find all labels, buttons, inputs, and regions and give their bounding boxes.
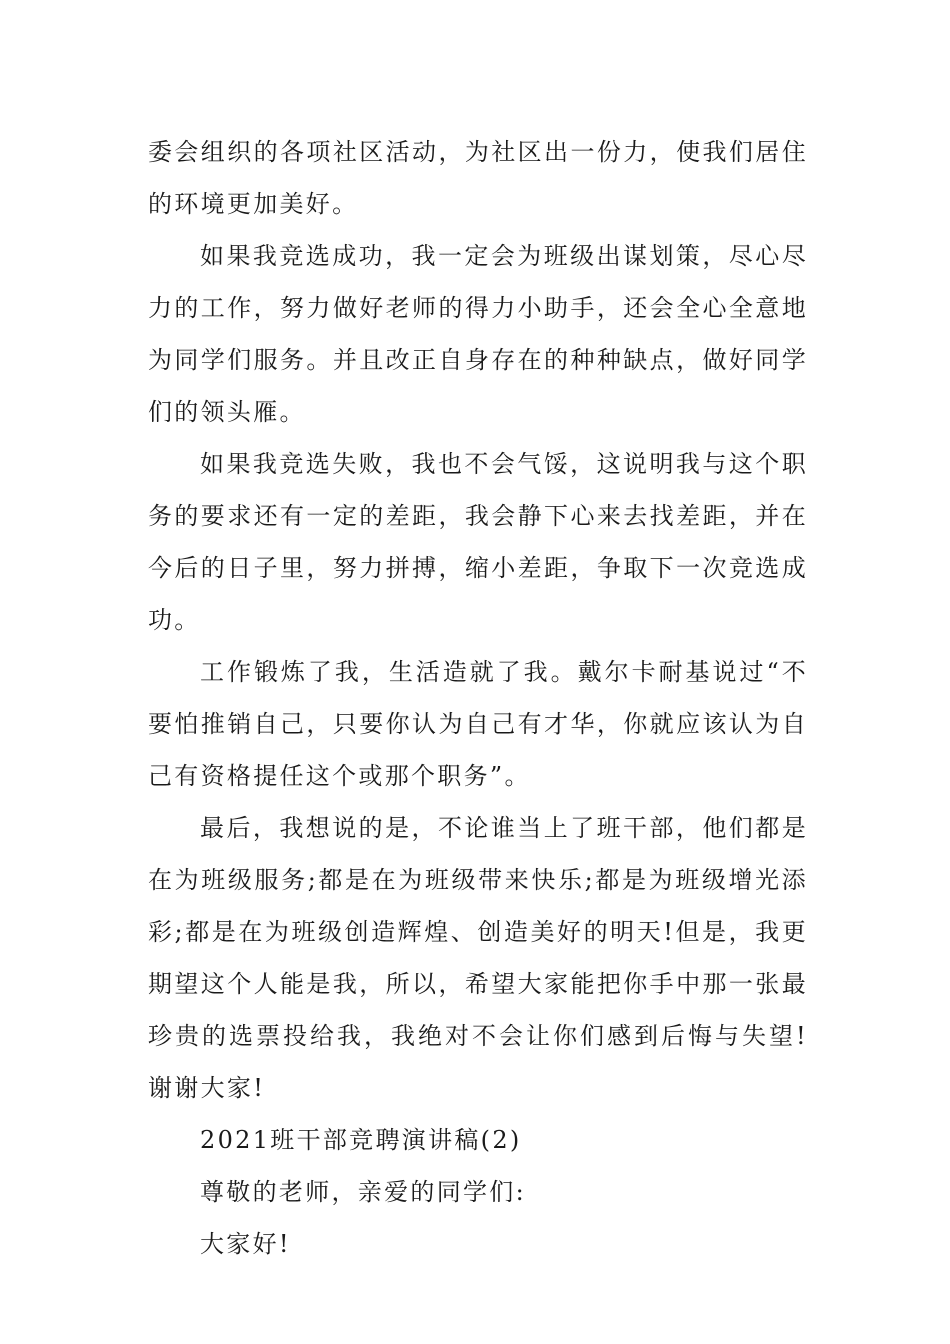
section-title: 2021班干部竞聘演讲稿(2) [200, 1126, 522, 1154]
paragraph-if-success: 如果我竞选成功，我一定会为班级出谋划策，尽心尽力的工作，努力做好老师的得力小助手，还会全心全意地为同学们服务。并且改正自身存在的种种缺点，做好同学们的领头雁。 [148, 242, 808, 426]
paragraph-closing: 最后，我想说的是，不论谁当上了班干部，他们都是在为班级服务;都是在为班级带来快乐;都是为班级增光添彩;都是在为班级创造辉煌、创造美好的明天!但是，我更期望这个人能是我，所以，希望大家能把你手中那一张最珍贵的选票投给我，我绝对不会让你们感到后悔与失望!谢谢大家! [148, 814, 808, 1102]
salutation: 尊敬的老师，亲爱的同学们: [200, 1178, 526, 1206]
paragraph-if-fail: 如果我竞选失败，我也不会气馁，这说明我与这个职务的要求还有一定的差距，我会静下心来去找差距，并在今后的日子里，努力拼搏，缩小差距，争取下一次竞选成功。 [148, 450, 808, 634]
document-body [148, 126, 808, 1270]
paragraph-continued: 委会组织的各项社区活动，为社区出一份力，使我们居住的环境更加美好。 [148, 138, 808, 218]
greeting: 大家好! [200, 1230, 291, 1258]
paragraph-quote: 工作锻炼了我，生活造就了我。戴尔卡耐基说过“不要怕推销自己，只要你认为自己有才华，你就应该认为自己有资格提任这个或那个职务”。 [148, 658, 808, 790]
